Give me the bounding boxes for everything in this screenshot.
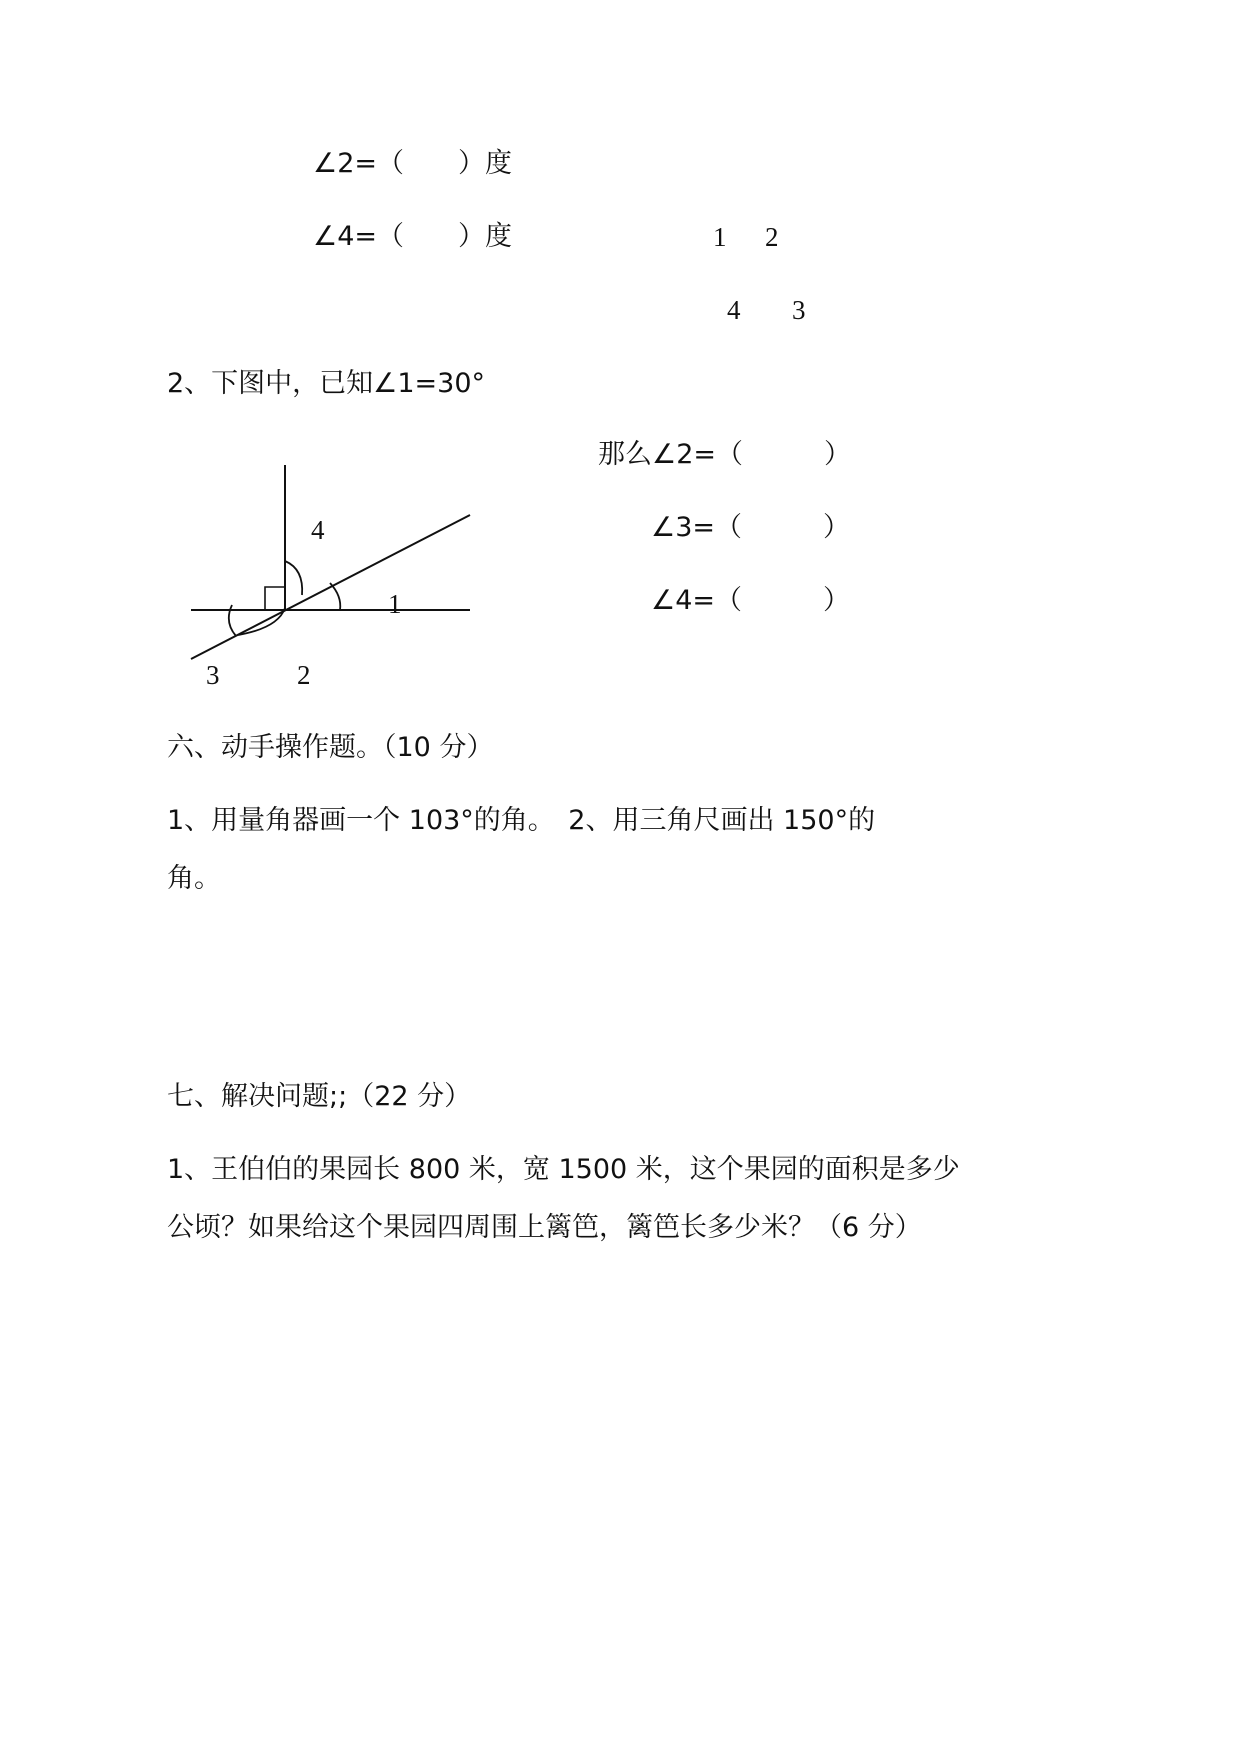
q1-figure-label-3: 3 [792,295,806,325]
right-angle-mark [265,587,285,610]
q1-figure-label-4: 4 [727,295,741,325]
q2-figure-label-4: 4 [311,515,325,545]
q1-angle2-answer: ∠2=（ ）度 [313,148,513,179]
section6-question-line2: 角。 [167,863,221,894]
q2-angle4-answer: ∠4=（ ） [651,585,851,616]
q2-figure-label-1: 1 [388,589,402,619]
q2-figure-label-2: 2 [297,660,311,690]
slanted-line [191,515,470,659]
section6-heading: 六、动手操作题。（10 分） [167,732,494,763]
q1-angle4-answer: ∠4=（ ）度 [313,221,513,252]
q1-figure-label-2: 2 [765,222,779,252]
q2-angle3-answer: ∠3=（ ） [651,512,851,543]
section6-question-line1: 1、用量角器画一个 103°的角。 2、用三角尺画出 150°的 [167,805,876,836]
section7-heading: 七、解决问题;;（22 分） [167,1081,472,1112]
q2-angle2-answer: 那么∠2=（ ） [598,439,852,470]
angle-4-arc [285,561,302,595]
section7-problem1-line2: 公顷？如果给这个果园四周围上篱笆，篱笆长多少米？（6 分） [167,1212,922,1243]
q2-prompt: 2、下图中，已知∠1=30° [167,368,486,399]
q2-figure-label-3: 3 [206,660,220,690]
section7-problem1-line1: 1、王伯伯的果园长 800 米，宽 1500 米，这个果园的面积是多少 [167,1154,960,1185]
q1-figure-label-1: 1 [713,222,727,252]
